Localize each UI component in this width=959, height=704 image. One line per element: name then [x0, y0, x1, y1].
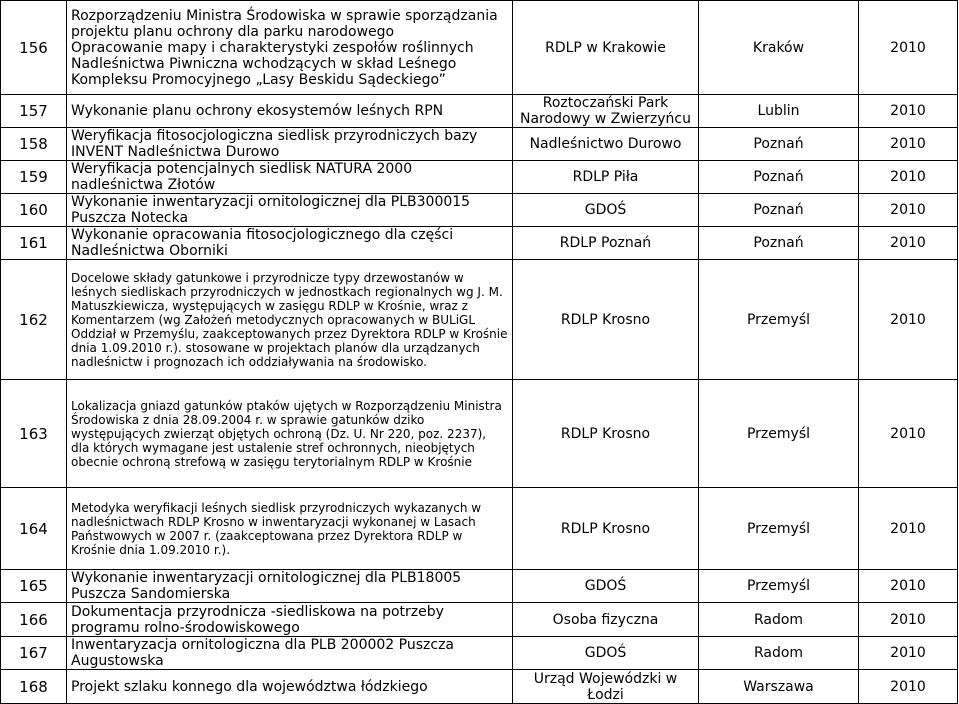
row-year-text: 2010 — [890, 611, 926, 628]
row-institution-text: RDLP Piła — [572, 169, 639, 185]
row-city-text: Poznań — [753, 169, 804, 185]
row-year-text: 2010 — [890, 169, 926, 185]
row-city — [699, 380, 859, 488]
row-number — [1, 95, 67, 128]
row-city — [699, 570, 859, 603]
row-description-text: Metodyka weryfikacji leśnych siedlisk przyrodniczych wykazanych w nadleśnictwach RDLP Krosno w inwentaryzacji wykonanej w Lasach Państwowych w 2007 r. (zaakceptowana przez Dyrektora RDLP w Krośnie dnia 1.09.2010 r.). — [71, 500, 482, 557]
row-number — [1, 128, 67, 161]
row-year — [859, 227, 958, 260]
row-city — [699, 488, 859, 570]
row-number — [1, 488, 67, 570]
table-row — [1, 570, 958, 603]
row-institution — [513, 603, 699, 637]
row-number-text: 161 — [19, 234, 48, 252]
row-description — [67, 1, 513, 95]
row-number-text: 162 — [19, 310, 48, 329]
row-year-text: 2010 — [890, 678, 926, 695]
row-year — [859, 380, 958, 488]
row-description-text: Projekt szlaku konnego dla województwa łódzkiego — [71, 678, 428, 695]
row-year — [859, 128, 958, 161]
row-year — [859, 1, 958, 95]
row-city-text: Poznań — [753, 235, 804, 251]
row-institution — [513, 161, 699, 194]
row-year-text: 2010 — [890, 578, 926, 594]
row-description — [67, 670, 513, 704]
row-city-text: Przemyśl — [746, 311, 811, 328]
row-number-text: 166 — [19, 610, 48, 629]
row-description — [67, 95, 513, 128]
row-city-text: Przemyśl — [746, 425, 811, 442]
row-city-text: Poznań — [753, 202, 804, 218]
table-row — [1, 670, 958, 704]
row-description-text: Rozporządzeniu Ministra Środowiska w sprawie sporządzania projektu planu ochrony dla parku narodowego Opracowanie mapy i charakterystyki zespołów roślinnych Nadleśnictwa Piwniczna wchodzących w skład Leśnego Kompleksu Promocyjnego „Lasy Beskidu Sądeckiego” — [71, 7, 498, 88]
row-number-text: 159 — [19, 168, 48, 186]
row-city — [699, 670, 859, 704]
table-row — [1, 637, 958, 670]
row-institution-text: RDLP Krosno — [560, 520, 651, 537]
row-description — [67, 128, 513, 161]
row-institution-text: GDOŚ — [584, 645, 627, 661]
row-institution-text: RDLP Krosno — [560, 425, 651, 442]
row-description-text: Weryfikacja potencjalnych siedlisk NATURA 2000 nadleśnictwa Złotów — [71, 161, 413, 193]
row-year — [859, 194, 958, 227]
row-city-text: Przemyśl — [746, 520, 811, 537]
row-description — [67, 570, 513, 603]
row-institution — [513, 95, 699, 128]
row-number-text: 164 — [19, 519, 48, 538]
row-year — [859, 260, 958, 380]
table-row — [1, 95, 958, 128]
table-row — [1, 1, 958, 95]
row-institution-text: Nadleśnictwo Durowo — [529, 136, 682, 152]
row-number-text: 165 — [19, 577, 48, 595]
row-year-text: 2010 — [890, 202, 926, 218]
row-year-text: 2010 — [890, 425, 926, 442]
row-number — [1, 570, 67, 603]
row-number-text: 157 — [19, 102, 48, 120]
row-number-text: 168 — [19, 677, 48, 696]
row-institution-text: GDOŚ — [584, 578, 627, 594]
row-city — [699, 194, 859, 227]
row-year — [859, 670, 958, 704]
row-institution-text: RDLP Krosno — [560, 311, 651, 328]
row-description — [67, 488, 513, 570]
row-description — [67, 380, 513, 488]
projects-table-body — [1, 1, 958, 704]
row-institution — [513, 194, 699, 227]
row-year-text: 2010 — [890, 235, 926, 251]
table-row — [1, 488, 958, 570]
row-number — [1, 161, 67, 194]
row-city-text: Poznań — [753, 136, 804, 152]
table-row — [1, 260, 958, 380]
row-year — [859, 570, 958, 603]
row-number-text: 163 — [19, 424, 48, 443]
row-city — [699, 227, 859, 260]
row-year-text: 2010 — [890, 520, 926, 537]
row-institution — [513, 1, 699, 95]
row-description-text: Wykonanie opracowania fitosocjologicznego dla części Nadleśnictwa Oborniki — [71, 227, 454, 259]
row-city — [699, 1, 859, 95]
row-city — [699, 161, 859, 194]
row-institution — [513, 260, 699, 380]
row-number-text: 160 — [19, 201, 48, 219]
row-institution-text: GDOŚ — [584, 202, 627, 218]
row-number — [1, 1, 67, 95]
row-institution — [513, 570, 699, 603]
row-year-text: 2010 — [890, 645, 926, 661]
row-year — [859, 161, 958, 194]
row-description-text: Wykonanie inwentaryzacji ornitologicznej dla PLB300015 Puszcza Notecka — [71, 194, 471, 226]
row-institution — [513, 128, 699, 161]
row-year-text: 2010 — [890, 103, 926, 119]
row-city-text: Radom — [753, 645, 804, 661]
row-city-text: Radom — [753, 611, 804, 628]
row-institution-text: Roztoczański Park Narodowy w Zwierzyńcu — [520, 95, 691, 127]
row-institution-text: Urząd Wojewódzki w Łodzi — [533, 670, 678, 703]
row-city — [699, 260, 859, 380]
row-description-text: Docelowe składy gatunkowe i przyrodnicze typy drzewostanów w leśnych siedliskach przyrodniczych w jednostkach regionalnych wg J. M. Matuszkiewicza, występujących w zasięgu RDLP w Krośnie, wraz z Komentarzem (wg Założeń metodycznych opracowanych w BULiGL Oddział w Przemyślu, zaakceptowanych przez Dyrektora RDLP w Krośnie dnia 1.09.2010 r.). stosowane w projektach planów dla urządzanych nadleśnictw i prognozach ich oddziaływania na środowisko. — [71, 270, 508, 369]
row-description-text: Dokumentacja przyrodnicza -siedliskowa na potrzeby programu rolno-środowiskowego — [71, 603, 444, 636]
row-institution — [513, 380, 699, 488]
row-description-text: Inwentaryzacja ornitologiczna dla PLB 200002 Puszcza Augustowska — [71, 637, 454, 669]
row-number-text: 167 — [19, 644, 48, 662]
row-year — [859, 637, 958, 670]
row-city — [699, 95, 859, 128]
row-city — [699, 603, 859, 637]
row-description — [67, 637, 513, 670]
row-number — [1, 603, 67, 637]
row-number — [1, 670, 67, 704]
row-number-text: 158 — [19, 135, 48, 153]
row-number-text: 156 — [19, 38, 48, 57]
row-description-text: Wykonanie planu ochrony ekosystemów leśnych RPN — [71, 103, 444, 119]
row-description — [67, 194, 513, 227]
row-number — [1, 227, 67, 260]
row-city-text: Warszawa — [743, 678, 814, 695]
row-city-text: Kraków — [752, 39, 805, 56]
table-row — [1, 380, 958, 488]
table-row — [1, 161, 958, 194]
row-institution-text: RDLP Poznań — [559, 235, 652, 251]
row-number — [1, 637, 67, 670]
row-institution — [513, 227, 699, 260]
row-number — [1, 194, 67, 227]
row-institution — [513, 488, 699, 570]
row-year-text: 2010 — [890, 39, 926, 56]
row-description — [67, 260, 513, 380]
row-institution — [513, 670, 699, 704]
row-institution-text: Osoba fizyczna — [552, 611, 659, 628]
table-row — [1, 128, 958, 161]
row-description — [67, 603, 513, 637]
row-number — [1, 260, 67, 380]
row-description — [67, 161, 513, 194]
row-institution — [513, 637, 699, 670]
row-description-text: Lokalizacja gniazd gatunków ptaków ujętych w Rozporządzeniu Ministra Środowiska z dnia 28.09.2004 r. w sprawie gatunków dziko występujących zwierząt objętych ochroną (Dz. U. Nr 220, poz. 2237), dla których wymagane jest ustalenie stref ochronnych, nieobjętych obecnie ochroną strefową w zasięgu terytorialnym RDLP w Krośnie — [71, 398, 502, 469]
row-institution-text: RDLP w Krakowie — [545, 39, 666, 56]
row-description-text: Weryfikacja fitosocjologiczna siedlisk przyrodniczych bazy INVENT Nadleśnictwa Durowo — [71, 128, 478, 160]
row-city — [699, 637, 859, 670]
row-city — [699, 128, 859, 161]
row-year — [859, 95, 958, 128]
row-year — [859, 488, 958, 570]
row-city-text: Lublin — [757, 103, 800, 119]
row-description-text: Wykonanie inwentaryzacji ornitologicznej dla PLB18005 Puszcza Sandomierska — [71, 570, 462, 602]
table-row — [1, 194, 958, 227]
row-city-text: Przemyśl — [746, 578, 811, 594]
table-row — [1, 603, 958, 637]
row-year — [859, 603, 958, 637]
table-row — [1, 227, 958, 260]
row-number — [1, 380, 67, 488]
row-description — [67, 227, 513, 260]
row-year-text: 2010 — [890, 311, 926, 328]
row-year-text: 2010 — [890, 136, 926, 152]
